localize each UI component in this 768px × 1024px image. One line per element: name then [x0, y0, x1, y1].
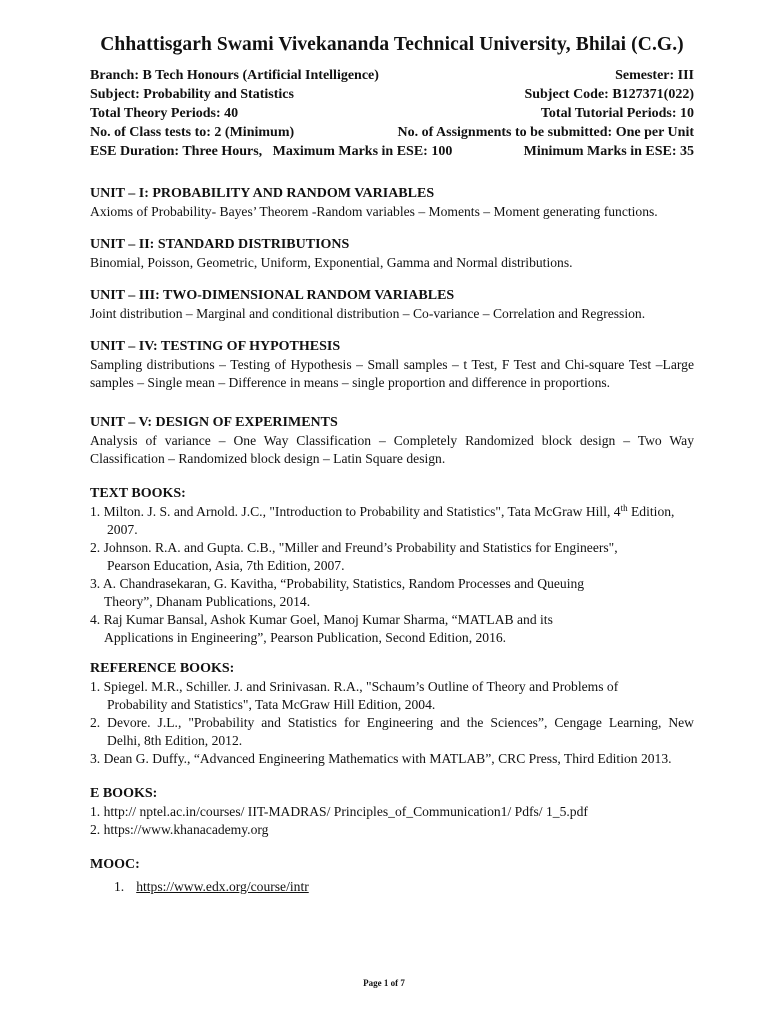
text-book-item: [90, 503, 694, 539]
syllabus-page: [90, 34, 694, 896]
reference-book-line-2: Delhi, 8th Edition, 2012.: [107, 733, 243, 748]
e-book-item: 2. https://www.khanacademy.org: [90, 822, 269, 837]
unit-body: Axioms of Probability- Bayes’ Theorem -Random variables – Moments – Moment generating functions.: [90, 204, 658, 219]
assignments-label: No. of Assignments to be submitted: One per Unit: [397, 125, 694, 140]
text-book-line-2: Pearson Education, Asia, 7th Edition, 2007.: [107, 558, 345, 573]
min-marks-label: Minimum Marks in ESE: 35: [523, 144, 694, 159]
reference-book-line: 2. Devore. J.L., "Probability and Statistics for Engineering and the Sciences”, Cengage Learning, New: [90, 715, 694, 730]
unit-body: Analysis of variance – One Way Classification – Completely Randomized block design – Two Way Classification – Randomized block design – Latin Square design.: [90, 433, 694, 466]
unit-heading: UNIT – IV: TESTING OF HYPOTHESIS: [90, 339, 341, 354]
subject-label: Subject: Probability and Statistics: [90, 87, 294, 102]
unit-4: [90, 338, 694, 392]
unit-heading: UNIT – V: DESIGN OF EXPERIMENTS: [90, 415, 338, 430]
text-book-line: 4. Raj Kumar Bansal, Ashok Kumar Goel, Manoj Kumar Sharma, “MATLAB and its: [90, 612, 553, 627]
ese-duration-label: ESE Duration: Three Hours, Maximum Marks in ESE: 100: [90, 144, 453, 159]
meta-row-tests: [90, 123, 694, 142]
text-book-item: [90, 611, 694, 647]
semester-label: Semester: III: [615, 68, 694, 83]
unit-5: [90, 414, 694, 468]
reference-book-line-2: Probability and Statistics", Tata McGraw Hill Edition, 2004.: [107, 697, 436, 712]
theory-periods-label: Total Theory Periods: 40: [90, 106, 239, 121]
subject-code-label: Subject Code: B127371(022): [524, 87, 694, 102]
tutorial-periods-label: Total Tutorial Periods: 10: [540, 106, 694, 121]
class-tests-label: No. of Class tests to: 2 (Minimum): [90, 125, 295, 140]
text-book-line: 3. A. Chandrasekaran, G. Kavitha, “Probability, Statistics, Random Processes and Queuing: [90, 576, 585, 591]
meta-row-subject: [90, 85, 694, 104]
text-book-item: [90, 575, 694, 611]
text-book-item: [90, 539, 694, 575]
reference-book-item: [90, 714, 694, 750]
text-books-section: [90, 484, 694, 647]
unit-1: [90, 185, 694, 221]
unit-body: Binomial, Poisson, Geometric, Uniform, Exponential, Gamma and Normal distributions.: [90, 255, 573, 270]
reference-book-item: [90, 678, 694, 714]
reference-book-line: 1. Spiegel. M.R., Schiller. J. and Srinivasan. R.A., "Schaum’s Outline of Theory and Problems of: [90, 679, 619, 694]
unit-heading: UNIT – I: PROBABILITY AND RANDOM VARIABLES: [90, 186, 435, 201]
mooc-link[interactable]: https://www.edx.org/course/intr: [136, 879, 309, 894]
superscript: th: [620, 503, 628, 513]
section-heading: TEXT BOOKS:: [90, 486, 186, 501]
unit-heading: UNIT – III: TWO-DIMENSIONAL RANDOM VARIABLES: [90, 288, 455, 303]
section-heading: MOOC:: [90, 857, 140, 872]
branch-label: Branch: B Tech Honours (Artificial Intelligence): [90, 68, 379, 83]
unit-body: Joint distribution – Marginal and conditional distribution – Co-variance – Correlation and Regression.: [90, 306, 646, 321]
meta-row-ese: [90, 142, 694, 161]
mooc-item: [90, 878, 694, 896]
text-book-text-end: Edition,: [627, 504, 675, 519]
course-meta: [90, 66, 694, 161]
unit-heading: UNIT – II: STANDARD DISTRIBUTIONS: [90, 237, 350, 252]
unit-3: [90, 287, 694, 323]
mooc-item-number: 1.: [114, 879, 125, 894]
e-books-section: [90, 784, 694, 839]
reference-book-item: [90, 750, 694, 768]
text-book-line-2: Applications in Engineering”, Pearson Publication, Second Edition, 2016.: [104, 630, 507, 645]
mooc-section: [90, 855, 694, 896]
text-book-line-2: Theory”, Dhanam Publications, 2014.: [104, 594, 311, 609]
unit-body: Sampling distributions – Testing of Hypothesis – Small samples – t Test, F Test and Chi-square Test –Large samples – Single mean – Difference in means – single proportion and difference in proportions.: [90, 357, 694, 390]
unit-2: [90, 236, 694, 272]
section-heading: E BOOKS:: [90, 786, 158, 801]
e-book-item: 1. http:// nptel.ac.in/courses/ IIT-MADRAS/ Principles_of_Communication1/ Pdfs/ 1_5.pdf: [90, 804, 588, 819]
text-book-text: 1. Milton. J. S. and Arnold. J.C., "Introduction to Probability and Statistics", Tata McGraw Hill, 4: [90, 504, 621, 519]
reference-book-line: 3. Dean G. Duffy., “Advanced Engineering Mathematics with MATLAB”, CRC Press, Third Edition 2013.: [90, 751, 672, 766]
meta-row-periods: [90, 104, 694, 123]
university-title: Chhattisgarh Swami Vivekananda Technical University, Bhilai (C.G.): [100, 34, 684, 55]
meta-row-branch: [90, 66, 694, 85]
page-number: Page 1 of 7: [363, 978, 405, 988]
text-book-line: [90, 503, 694, 521]
text-book-line-2: 2007.: [107, 522, 138, 537]
reference-books-section: [90, 659, 694, 768]
text-book-line: 2. Johnson. R.A. and Gupta. C.B., "Miller and Freund’s Probability and Statistics for Engineers",: [90, 540, 618, 555]
section-heading: REFERENCE BOOKS:: [90, 661, 235, 676]
